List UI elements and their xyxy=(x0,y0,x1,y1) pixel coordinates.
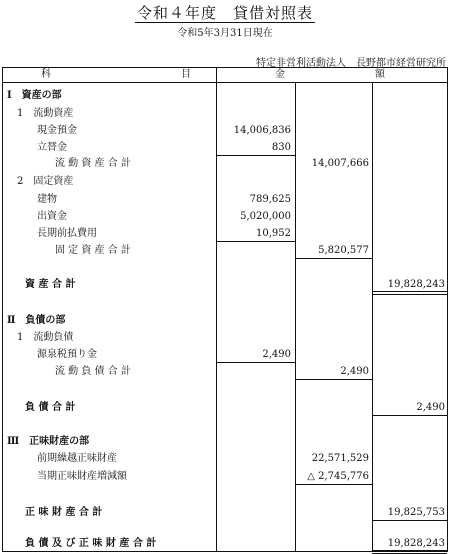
liabilities-heading: Ⅱ 負債の部 xyxy=(7,315,66,326)
cash-label: 現金預金 xyxy=(37,125,77,136)
net-assets-heading: Ⅲ 正味財産の部 xyxy=(7,436,90,447)
assets-heading: Ⅰ 資産の部 xyxy=(7,90,62,101)
building-value: 789,625 xyxy=(249,194,291,205)
assets-subtotal-underline xyxy=(295,258,372,259)
fixed-assets-total-value: 5,820,577 xyxy=(318,245,369,256)
building-label: 建物 xyxy=(37,194,57,205)
net-assets-total-value: 19,825,753 xyxy=(387,507,445,518)
header-subject-left: 科 xyxy=(41,69,51,80)
liabilities-subtotal-underline xyxy=(295,379,372,380)
current-liabilities-underline xyxy=(216,362,295,363)
liabilities-total-label: 負 債 合 計 xyxy=(25,402,76,413)
investment-label: 出資金 xyxy=(37,211,67,222)
grand-total-value: 19,828,243 xyxy=(387,538,445,549)
current-liabilities-heading: 1 流動負債 xyxy=(17,332,74,343)
net-assets-change-value: △ 2,745,776 xyxy=(307,471,369,482)
column-divider-3 xyxy=(372,82,373,551)
fixed-assets-underline xyxy=(216,241,295,242)
grand-total-double-line xyxy=(372,550,447,554)
organization-name: 特定非営利活動法人 長野都市経営研究所 xyxy=(256,58,446,69)
assets-total-value: 19,828,243 xyxy=(387,279,445,290)
net-assets-change-label: 当期正味財産増減額 xyxy=(37,471,127,482)
prepaid-label: 長期前払費用 xyxy=(37,228,97,239)
advance-label: 立替金 xyxy=(37,142,67,153)
table-header xyxy=(3,68,447,83)
net-assets-total-label: 正 味 財 産 合 計 xyxy=(25,507,103,518)
current-assets-total-label: 流 動 資 産 合 計 xyxy=(55,158,131,169)
header-amount-left: 金 xyxy=(275,69,285,80)
current-liabilities-total-label: 流 動 負 債 合 計 xyxy=(55,366,131,377)
net-assets-total-underline xyxy=(372,520,447,521)
current-liabilities-total-value: 2,490 xyxy=(340,366,369,377)
column-divider-1 xyxy=(216,68,217,551)
fixed-assets-heading: 2 固定資産 xyxy=(17,176,74,187)
header-subject-right: 目 xyxy=(181,69,191,80)
current-assets-underline xyxy=(216,155,295,156)
investment-value: 5,020,000 xyxy=(240,211,291,222)
document-title: 令和４年度 貸借対照表 xyxy=(136,4,313,22)
cash-value: 14,006,836 xyxy=(233,125,291,136)
balance-sheet-table xyxy=(2,67,448,552)
liabilities-total-value: 2,490 xyxy=(416,402,445,413)
assets-total-double-line xyxy=(372,291,447,295)
current-assets-total-value: 14,007,666 xyxy=(311,158,369,169)
prior-net-assets-label: 前期繰越正味財産 xyxy=(37,453,117,464)
header-amount-right: 額 xyxy=(375,69,385,80)
prepaid-value: 10,952 xyxy=(256,228,291,239)
fixed-assets-total-label: 固 定 資 産 合 計 xyxy=(55,245,131,256)
advance-value: 830 xyxy=(271,142,291,153)
prior-net-assets-value: 22,571,529 xyxy=(311,453,369,464)
net-assets-underline xyxy=(295,484,372,485)
withholding-label: 源泉税預り金 xyxy=(37,349,97,360)
grand-total-label: 負 債 及 び 正 味 財 産 合 計 xyxy=(25,538,157,549)
withholding-value: 2,490 xyxy=(262,349,291,360)
current-assets-heading: 1 流動資産 xyxy=(17,108,74,119)
liabilities-total-underline xyxy=(372,415,447,416)
as-of-date: 令和5年3月31日現在 xyxy=(177,28,273,39)
assets-total-label: 資 産 合 計 xyxy=(25,279,76,290)
